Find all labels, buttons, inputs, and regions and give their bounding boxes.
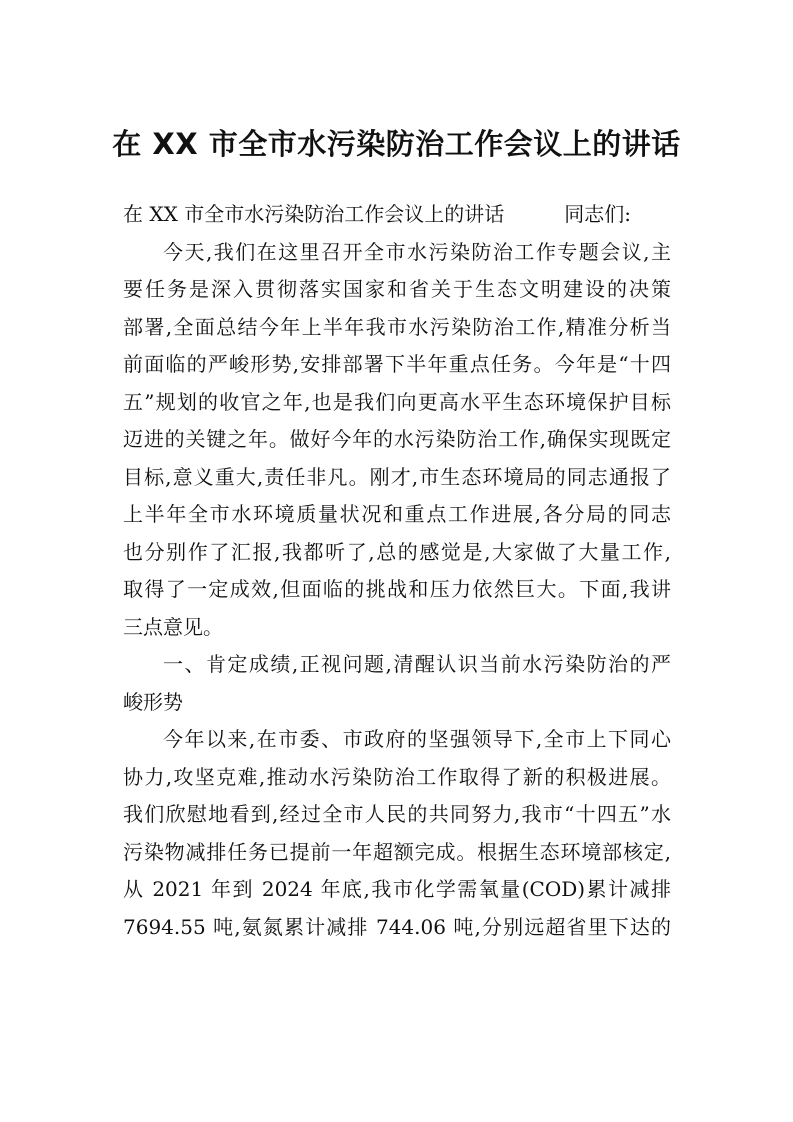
body-line: 前面临的严峻形势,安排部署下半年重点任务。今年是“十四	[123, 352, 671, 376]
body-line: 要任务是深入贯彻落实国家和省关于生态文明建设的决策	[123, 277, 671, 301]
document-body	[123, 196, 671, 946]
body-line: 目标,意义重大,责任非凡。刚才,市生态环境局的同志通报了	[123, 464, 671, 489]
body-line: 在 XX 市全市水污染防治工作会议上的讲话 同志们:	[123, 202, 631, 226]
document-title: 在 XX 市全市水污染防治工作会议上的讲话	[112, 127, 681, 161]
body-line: 峻形势	[123, 689, 183, 714]
body-line: 上半年全市水环境质量状况和重点工作进展,各分局的同志	[123, 502, 671, 526]
body-line: 五”规划的收官之年,也是我们向更高水平生态环境保护目标	[123, 389, 671, 414]
body-line: 一、肯定成绩,正视问题,清醒认识当前水污染防治的严	[163, 652, 671, 676]
body-line: 从 2021 年到 2024 年底,我市化学需氧量(COD)累计减排	[123, 877, 671, 901]
body-line: 今年以来,在市委、市政府的坚强领导下,全市上下同心	[163, 727, 671, 751]
body-line: 迈进的关键之年。做好今年的水污染防治工作,确保实现既定	[123, 427, 671, 451]
body-line: 今天,我们在这里召开全市水污染防治工作专题会议,主	[163, 239, 671, 264]
body-line: 也分别作了汇报,我都听了,总的感觉是,大家做了大量工作,	[123, 539, 671, 564]
body-line: 我们欣慰地看到,经过全市人民的共同努力,我市“十四五”水	[123, 802, 671, 826]
body-line: 取得了一定成效,但面临的挑战和压力依然巨大。下面,我讲	[123, 577, 671, 601]
body-line: 三点意见。	[123, 614, 223, 639]
body-line: 协力,攻坚克难,推动水污染防治工作取得了新的积极进展。	[123, 764, 671, 789]
body-line: 部署,全面总结今年上半年我市水污染防治工作,精准分析当	[123, 314, 671, 339]
body-line: 7694.55 吨,氨氮累计减排 744.06 吨,分别远超省里下达的	[123, 914, 671, 939]
body-line: 污染物减排任务已提前一年超额完成。根据生态环境部核定,	[123, 839, 671, 864]
